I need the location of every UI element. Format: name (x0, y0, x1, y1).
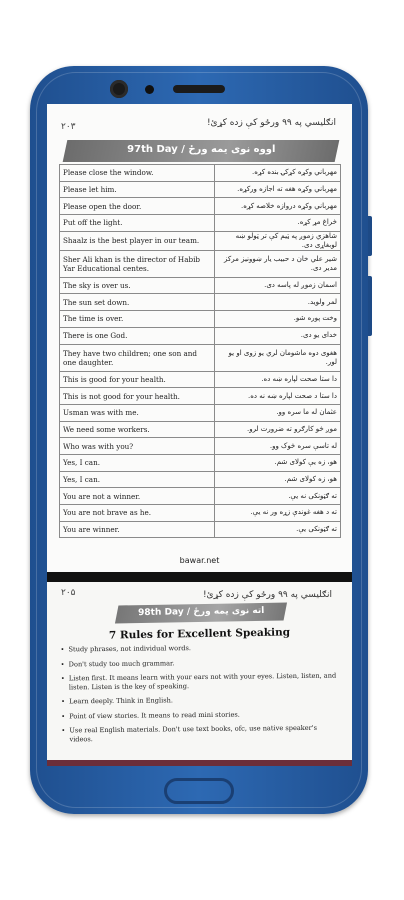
pashto-translation: لمر ولوید. (214, 294, 340, 311)
pashto-translation: مهرباني وکړه دروازه خلاصه کړه. (214, 198, 340, 215)
rules-list (60, 643, 341, 750)
english-sentence: The sky is over us. (60, 277, 215, 294)
pashto-translation: مهرباني وکړه هغه ته اجازه ورکړه. (214, 181, 340, 198)
day-banner (63, 140, 340, 162)
table-row (60, 404, 341, 421)
english-sentence: This is good for your health. (60, 371, 215, 388)
english-sentence: Put off the light. (60, 215, 215, 232)
earpiece-speaker (173, 85, 225, 93)
sensor-icon (145, 85, 154, 94)
pashto-translation: هغوی دوه ماشومان لري یو زوی او یو لور. (214, 344, 340, 371)
pashto-translation: اسمان زموږ له پاسه دی. (214, 277, 340, 294)
table-row (60, 454, 341, 471)
page-number: ۲۰۳ (61, 122, 76, 132)
site-footer: bawar.net (179, 556, 220, 565)
english-sentence: You are winner. (60, 521, 215, 538)
table-row (60, 344, 341, 371)
pashto-translation: له تاسې سره څوک وو. (214, 438, 340, 455)
table-row (60, 165, 341, 182)
pashto-translation: ته ګټونکی نه یې. (214, 488, 340, 505)
book-page-2[interactable] (47, 582, 352, 766)
sentence-table (59, 164, 341, 538)
page-number: ۲۰۵ (61, 588, 76, 598)
pashto-translation: هو، زه کولای شم. (214, 471, 340, 488)
table-row (60, 327, 341, 344)
english-sentence: Who was with you? (60, 438, 215, 455)
day-banner (115, 603, 287, 624)
pashto-translation: ته ګټونکی یې. (214, 521, 340, 538)
pashto-translation: خدای یو دی. (214, 327, 340, 344)
pashto-translation: مهرباني وکړه کړکۍ بنده کړه. (214, 165, 340, 182)
table-row (60, 198, 341, 215)
rules-title: 7 Rules for Excellent Speaking (108, 626, 291, 642)
table-row (60, 311, 341, 328)
english-sentence: You are not a winner. (60, 488, 215, 505)
rule-item: • Study phrases, not individual words. (60, 643, 340, 654)
table-row (60, 294, 341, 311)
volume-button (368, 216, 372, 256)
english-sentence: The sun set down. (60, 294, 215, 311)
pashto-translation: دا ستا د صحت لپاره ښه نه ده. (214, 388, 340, 405)
english-sentence: There is one God. (60, 327, 215, 344)
screen (47, 104, 352, 766)
table-row (60, 438, 341, 455)
table-row (60, 250, 341, 277)
english-sentence: Sher Ali khan is the director of Habib Yar Educational centes. (60, 250, 215, 277)
pashto-translation: څراغ مړ کړه. (214, 215, 340, 232)
rule-item: • Point of view stories. It means to read mini stories. (61, 709, 341, 720)
english-sentence: Shaalz is the best player in our team. (60, 231, 215, 250)
table-row (60, 388, 341, 405)
english-sentence: Usman was with me. (60, 404, 215, 421)
table-row (60, 371, 341, 388)
english-sentence: Please open the door. (60, 198, 215, 215)
table-row (60, 277, 341, 294)
rule-item: • Use real English materials. Don't use text books, ofc, use native speaker's videos. (61, 724, 341, 744)
book-header: انګلیسي په ۹۹ ورځو کې زده کړئ! (202, 590, 332, 600)
bottom-strip (47, 760, 352, 766)
pashto-translation: موږ څو کارګرو ته ضرورت لرو. (214, 421, 340, 438)
english-sentence: This is not good for your health. (60, 388, 215, 405)
table-row (60, 521, 341, 538)
english-sentence: Please close the window. (60, 165, 215, 182)
book-page-1[interactable] (47, 104, 352, 572)
pashto-translation: دا ستا صحت لپاره ښه ده. (214, 371, 340, 388)
pashto-translation: شاهزي زموږ په ټیم کې تر ټولو ښه لوبغاړی دی. (214, 231, 340, 250)
day-banner-text: 97th Day / اووه نوی یمه ورځ (127, 144, 276, 155)
table-row (60, 231, 341, 250)
table-row (60, 488, 341, 505)
table-row (60, 215, 341, 232)
pashto-translation: شیر علي خان د حبیب یار ښوونیز مرکز مدیر دی. (214, 250, 340, 277)
pashto-translation: هو، زه یې کولای شم. (214, 454, 340, 471)
rule-item: • Learn deeply. Think in English. (61, 695, 341, 706)
english-sentence: The time is over. (60, 311, 215, 328)
english-sentence: We need some workers. (60, 421, 215, 438)
pashto-translation: وخت پوره شو. (214, 311, 340, 328)
english-sentence: They have two children; one son and one daughter. (60, 344, 215, 371)
english-sentence: Yes, I can. (60, 454, 215, 471)
home-button[interactable] (164, 778, 234, 804)
front-camera-icon (110, 80, 128, 98)
table-row (60, 421, 341, 438)
rule-item: • Listen first. It means learn with your ears not with your eyes. Listen, listen, and listen. Listen is the key of speaking. (61, 672, 341, 692)
english-sentence: Please let him. (60, 181, 215, 198)
day-banner-text: 98th Day / اته نوی یمه ورځ (137, 605, 265, 619)
table-row (60, 181, 341, 198)
pashto-translation: ته د هغه غوندې زړه ور نه یې. (214, 505, 340, 522)
power-button (368, 276, 372, 336)
table-row (60, 471, 341, 488)
table-row (60, 505, 341, 522)
rule-item: • Don't study too much grammar. (61, 657, 341, 668)
english-sentence: Yes, I can. (60, 471, 215, 488)
book-header: انګلیسي په ۹۹ ورځو کې زده کړئ! (206, 118, 336, 128)
pashto-translation: عثمان له ما سره وو. (214, 404, 340, 421)
english-sentence: You are not brave as he. (60, 505, 215, 522)
